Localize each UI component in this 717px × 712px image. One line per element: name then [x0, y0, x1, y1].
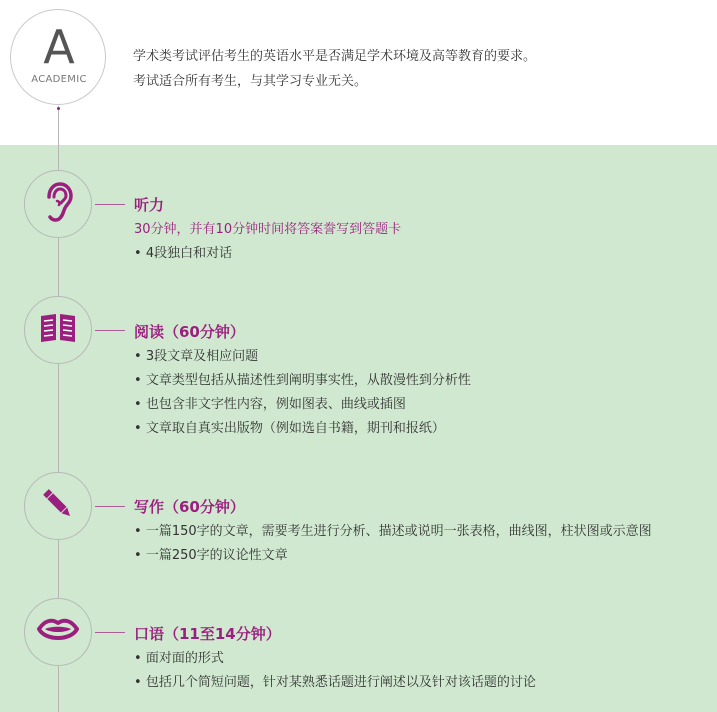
list-item: • 也包含非文字性内容，例如图表、曲线或插图	[134, 393, 471, 417]
timeline-dot	[57, 107, 60, 110]
ear-icon	[41, 182, 75, 226]
speaking-bullets	[134, 647, 536, 695]
speaking-title: 口语（11至14分钟）	[134, 625, 281, 643]
connector	[95, 632, 125, 633]
lips-icon	[37, 617, 79, 647]
timeline-line	[58, 540, 59, 598]
list-item: • 4段独白和对话	[134, 242, 232, 266]
speaking-icon-circle	[24, 598, 92, 666]
listening-subtitle: 30分钟，并有10分钟时间将答案誊写到答题卡	[134, 222, 402, 237]
pencil-icon	[40, 486, 76, 526]
intro-line: 考试适合所有考生，与其学习专业无关。	[133, 74, 368, 89]
intro-line: 学术类考试评估考生的英语水平是否满足学术环境及高等教育的要求。	[133, 49, 537, 64]
reading-title: 阅读（60分钟）	[134, 323, 245, 341]
listening-title: 听力	[134, 196, 165, 214]
list-item: • 3段文章及相应问题	[134, 345, 471, 369]
listening-bullets	[134, 242, 232, 266]
badge-letter: A	[43, 20, 75, 74]
list-item: • 文章类型包括从描述性到阐明事实性，从散漫性到分析性	[134, 369, 471, 393]
connector	[95, 330, 125, 331]
timeline-line	[58, 364, 59, 472]
listening-icon-circle	[24, 170, 92, 238]
badge-label: ACADEMIC	[31, 74, 87, 85]
reading-icon-circle	[24, 296, 92, 364]
list-item: • 面对面的形式	[134, 647, 536, 671]
timeline-line	[58, 238, 59, 296]
list-item: • 文章取自真实出版物（例如选自书籍，期刊和报纸）	[134, 417, 471, 441]
connector	[95, 506, 125, 507]
timeline-line	[58, 666, 59, 712]
connector	[95, 204, 125, 205]
writing-title: 写作（60分钟）	[134, 498, 245, 516]
list-item: • 包括几个简短问题，针对某熟悉话题进行阐述以及针对该话题的讨论	[134, 671, 536, 695]
list-item: • 一篇250字的议论性文章	[134, 544, 652, 568]
writing-bullets	[134, 520, 652, 568]
timeline-line	[58, 106, 59, 170]
list-item: • 一篇150字的文章，需要考生进行分析、描述或说明一张表格，曲线图，柱状图或示意图	[134, 520, 652, 544]
academic-badge	[10, 9, 106, 105]
writing-icon-circle	[24, 472, 92, 540]
intro-text	[133, 44, 536, 94]
book-icon	[39, 312, 77, 348]
reading-bullets	[134, 345, 471, 441]
